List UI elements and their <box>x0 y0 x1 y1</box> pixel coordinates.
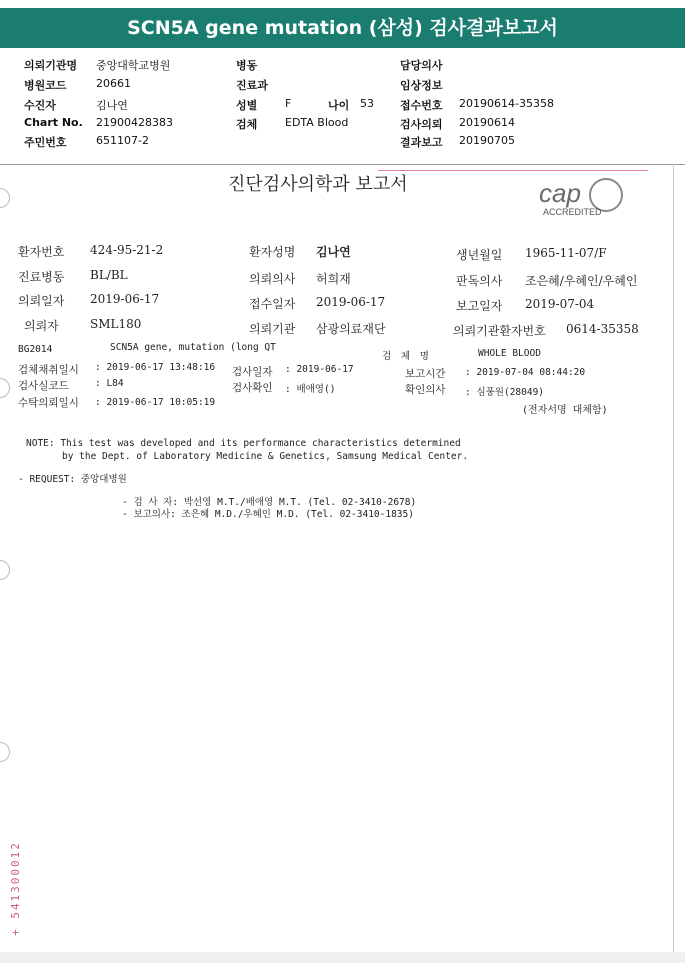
header-divider <box>0 164 685 165</box>
patient-name-label: 환자성명 <box>249 245 296 259</box>
header-value: 20190705 <box>459 134 515 147</box>
punch-hole <box>0 188 10 208</box>
header-label: 검사의뢰 <box>400 118 443 131</box>
header-label: 수진자 <box>24 99 56 112</box>
confirm-doc: : 심풍원(28049) <box>465 387 545 398</box>
header-value: 중앙대학교병원 <box>96 59 171 72</box>
birth-label: 생년월일 <box>456 248 503 262</box>
req-doctor-label: 의뢰의사 <box>249 272 296 286</box>
cap-logo-text: cap <box>539 178 581 208</box>
header-value: 김나연 <box>96 99 128 112</box>
consign-label: 수탁의뢰일시 <box>18 397 79 409</box>
test-date-label: 검사일자 <box>232 366 273 378</box>
header-label: 접수번호 <box>400 99 443 112</box>
report-time-label: 보고시간 <box>405 368 446 380</box>
header-value: 651107-2 <box>96 134 149 147</box>
header-label: 나이 <box>328 99 350 112</box>
req-org-pt-label: 의뢰기관환자번호 <box>453 324 546 338</box>
report-time: : 2019-07-04 08:44:20 <box>465 367 586 378</box>
reader-label: 판독의사 <box>456 274 503 288</box>
request-line: - REQUEST: 중앙대병원 <box>18 474 127 485</box>
req-doctor: 허희재 <box>316 272 351 286</box>
header-value: EDTA Blood <box>285 116 349 129</box>
header-label: 진료과 <box>236 79 268 92</box>
header-label: 임상정보 <box>400 79 443 92</box>
ward-label: 진료병동 <box>18 270 65 284</box>
collect-label: 검체채취일시 <box>18 364 79 376</box>
recv-date-label: 접수일자 <box>249 297 296 311</box>
tester-line: - 검 사 자: 박선영 M.T./배애영 M.T. (Tel. 02-3410-2678) <box>122 497 417 508</box>
reporter-line: - 보고의사: 조은혜 M.D./우혜인 M.D. (Tel. 02-3410-1835) <box>122 509 414 520</box>
header-label: 의뢰기관명 <box>24 59 78 72</box>
req-date: 2019-06-17 <box>90 292 160 306</box>
birth: 1965-11-07/F <box>525 246 607 260</box>
test-name: SCN5A gene, mutation (long QT <box>110 342 276 353</box>
patient-no-label: 환자번호 <box>18 245 65 259</box>
ward: BL/BL <box>90 268 128 282</box>
header-value: 20661 <box>96 77 131 90</box>
header-label: 병동 <box>236 59 258 72</box>
note-line-2: by the Dept. of Laboratory Medicine & Genetics, Samsung Medical Center. <box>62 451 469 462</box>
confirm: : 배애영() <box>285 384 336 395</box>
header-value: 20190614 <box>459 116 515 129</box>
specimen: WHOLE BLOOD <box>478 348 541 359</box>
header-label: 병원코드 <box>24 79 67 92</box>
report-heading: 진단검사의학과 보고서 <box>228 174 408 195</box>
patient-no: 424-95-21-2 <box>90 243 164 257</box>
punch-hole <box>0 560 10 580</box>
header-value: 21900428383 <box>96 116 173 129</box>
header-label: 주민번호 <box>24 136 67 149</box>
requester: SML180 <box>90 317 142 331</box>
collect: : 2019-06-17 13:48:16 <box>95 362 216 373</box>
req-date-label: 의뢰일자 <box>18 294 65 308</box>
test-code: BG2014 <box>18 344 53 355</box>
header-value: F <box>285 97 292 110</box>
recv-date: 2019-06-17 <box>316 295 386 309</box>
report-title: SCN5A gene mutation (삼성) 검사결과보고서 <box>0 8 685 48</box>
requester-label: 의뢰자 <box>24 319 59 333</box>
side-serial-number: + 541300012 <box>8 841 22 936</box>
specimen-label: 검 체 명 <box>382 351 431 362</box>
req-org-label: 의뢰기관 <box>249 322 296 336</box>
patient-name: 김나연 <box>316 245 351 259</box>
note-line-1: NOTE: This test was developed and its performance characteristics determined <box>26 438 461 449</box>
red-rule <box>378 170 648 171</box>
reader: 조은혜/우혜인/우혜인 <box>525 274 638 288</box>
header-label: Chart No. <box>24 116 83 129</box>
report-date: 2019-07-04 <box>525 297 595 311</box>
confirm-label: 검사확인 <box>232 382 273 394</box>
header-value: 53 <box>360 97 374 110</box>
header-value: 20190614-35358 <box>459 97 554 110</box>
e-signature-note: (전자서명 대체함) <box>522 405 608 416</box>
report-date-label: 보고일자 <box>456 299 503 313</box>
header-label: 검체 <box>236 118 258 131</box>
confirm-doc-label: 확인의사 <box>405 384 446 396</box>
cap-accredited-logo <box>537 178 627 220</box>
cap-accredited-text: ACCREDITED <box>543 207 602 217</box>
req-org-pt: 0614-35358 <box>566 322 639 336</box>
bottom-bar <box>0 952 685 963</box>
room-code-label: 검사실코드 <box>18 380 69 392</box>
header-label: 담당의사 <box>400 59 443 72</box>
punch-hole <box>0 742 10 762</box>
punch-hole <box>0 378 10 398</box>
room-code: : L84 <box>95 378 124 389</box>
header-label: 성별 <box>236 99 258 112</box>
req-org: 삼광의료재단 <box>316 322 386 336</box>
consign: : 2019-06-17 10:05:19 <box>95 397 216 408</box>
page-edge-line <box>673 164 674 954</box>
header-label: 결과보고 <box>400 136 443 149</box>
test-date: : 2019-06-17 <box>285 364 354 375</box>
